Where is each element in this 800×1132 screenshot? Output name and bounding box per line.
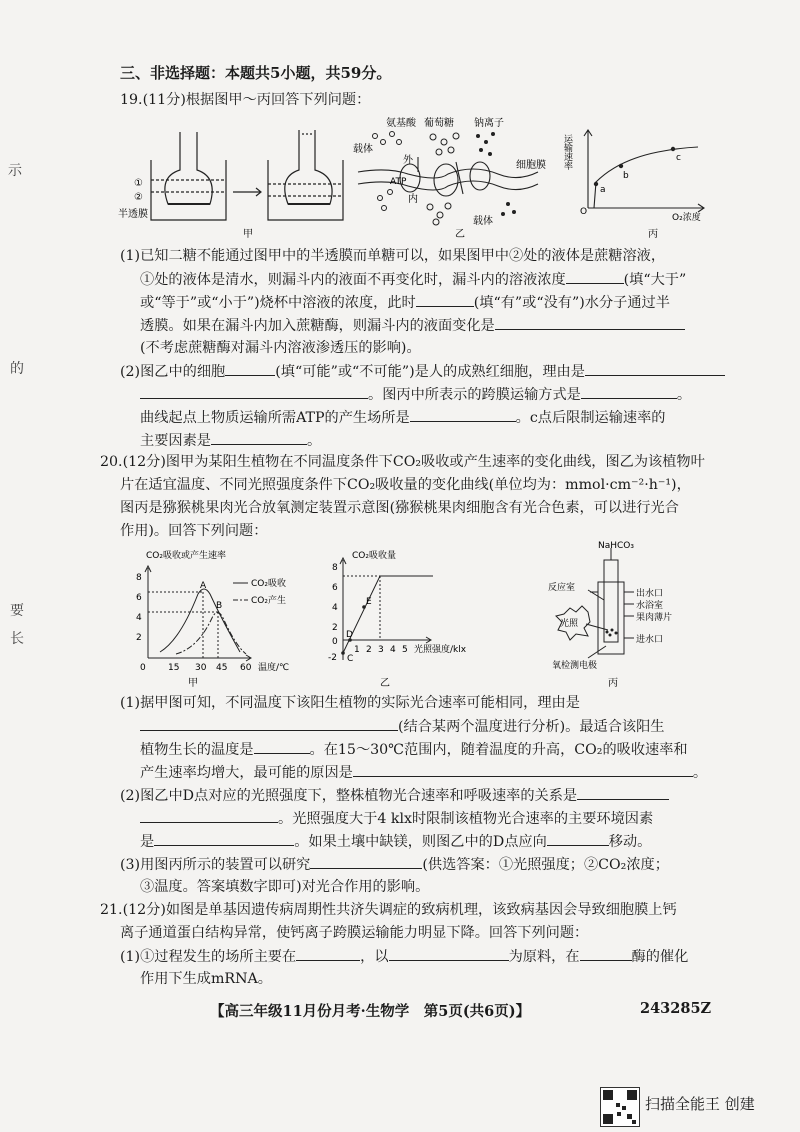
q19-figure-jia: [151, 130, 343, 220]
answer-blank[interactable]: [140, 384, 368, 399]
svg-text:5: 5: [402, 645, 408, 655]
q20-figure-jia: [145, 566, 251, 661]
bing-origin: O: [580, 207, 588, 217]
bing-ylabel: 运输速率: [562, 134, 572, 170]
q19-figure-yi: [358, 157, 538, 196]
yi-xlabel: 光照强度/klx: [414, 645, 467, 655]
answer-blank[interactable]: [310, 854, 422, 869]
svg-text:-2: -2: [328, 653, 337, 663]
jia-legend-2: CO₂产生: [251, 596, 286, 606]
footer-title: 【高三年级11月份月考·生物学 第5页(共6页)】: [210, 1003, 531, 1020]
yi-sodium-label: 钠离子: [474, 118, 504, 129]
jia-mark-2: ②: [134, 192, 143, 203]
q19-p2-line3: 曲线起点上物质运输所需ATP的产生场所是 。c点后限制运输速率的: [140, 407, 666, 428]
q20-p2-line2: 。光照强度大于4 klx时限制该植物光合速率的主要环境因素: [140, 808, 653, 829]
yi-membrane-label: 细胞膜: [516, 160, 546, 171]
answer-blank[interactable]: [140, 716, 398, 731]
q21-p1-line2: 作用下生成mRNA。: [140, 971, 272, 987]
svg-text:30: 30: [195, 663, 207, 673]
yi-point-c: C: [347, 654, 354, 664]
bing-reagent: NaHCO₃: [598, 541, 634, 551]
q19-p1-line2: ①处的液体是清水，则漏斗内的液面不再变化时，漏斗内的溶液浓度 (填“大于”: [140, 269, 686, 290]
q20-p1-line3: 植物生长的温度是 。在15～30℃范围内，随着温度的升高，CO₂的吸收速率和: [140, 739, 688, 760]
answer-blank[interactable]: [211, 430, 307, 445]
margin-mark: 示: [8, 163, 22, 179]
scanner-watermark: 扫描全能王 创建: [645, 1095, 755, 1113]
svg-text:6: 6: [332, 583, 338, 593]
answer-blank[interactable]: [154, 831, 294, 846]
answer-blank[interactable]: [254, 739, 310, 754]
bing-reaction: 反应室: [548, 583, 576, 593]
q20-p2-line1: (2)图乙中D点对应的光照强度下，整株植物光合速率和呼吸速率的关系是: [120, 785, 669, 806]
answer-blank[interactable]: [296, 946, 360, 961]
answer-blank[interactable]: [353, 762, 693, 777]
svg-text:3: 3: [378, 645, 384, 655]
bing-point-a: a: [600, 185, 606, 195]
answer-blank[interactable]: [389, 946, 509, 961]
margin-mark: 的: [10, 361, 24, 377]
yi-atp-label: ATP: [390, 177, 407, 187]
answer-blank[interactable]: [495, 315, 685, 330]
bing-bath: 水浴室: [636, 601, 664, 611]
answer-blank[interactable]: [547, 831, 609, 846]
q20-p3-line1: (3)用图丙所示的装置可以研究 (供选答案：①光照强度；②CO₂浓度；: [120, 854, 669, 875]
svg-text:6: 6: [136, 593, 142, 603]
bing-outlet: 出水口: [636, 589, 664, 599]
bing-electrode: 氧检测电极: [552, 661, 598, 671]
answer-blank[interactable]: [577, 785, 669, 800]
q20-head-line3: 图丙是猕猴桃果肉光合放氧测定装置示意图(猕猴桃果肉细胞含有光合色素，可以进行光合: [120, 500, 679, 516]
q19-p2-line4: 主要因素是 。: [140, 430, 321, 451]
q21-p1-line1: (1)①过程发生的场所主要在 ，以 为原料，在 酶的催化: [120, 946, 688, 967]
bing-point-b: b: [623, 171, 629, 181]
svg-text:2: 2: [136, 633, 142, 643]
q20-p1-line2: (结合某两个温度进行分析)。最适合该阳生: [140, 716, 664, 737]
section-title: 三、非选择题：本题共5小题，共59分。: [120, 64, 392, 82]
jia-membrane-label: 半透膜: [118, 209, 148, 220]
svg-text:8: 8: [332, 563, 338, 573]
yi-caption: 乙: [455, 229, 465, 240]
q20-figures: [118, 540, 678, 690]
q19-head: 19.(11分)根据图甲～丙回答下列问题：: [120, 92, 371, 108]
yi-caption: 乙: [380, 678, 390, 689]
q19-figure-bing: [584, 130, 704, 212]
q19-p1-line1: (1)已知二糖不能通过图甲中的半透膜而单糖可以，如果图甲中②处的液体是蔗糖溶液，: [120, 248, 666, 264]
svg-text:15: 15: [168, 663, 180, 673]
svg-text:45: 45: [216, 663, 228, 673]
answer-blank[interactable]: [585, 361, 725, 376]
jia-ylabel: CO₂吸收或产生速率: [146, 551, 226, 561]
yi-point-e: E: [366, 597, 372, 607]
jia-legend-1: CO₂吸收: [251, 579, 286, 589]
q20-p3-line2: ③温度。答案填数字即可)对光合作用的影响。: [140, 879, 430, 895]
bing-caption: 丙: [608, 678, 618, 689]
svg-text:2: 2: [332, 623, 338, 633]
yi-carrier-label: 载体: [353, 144, 373, 155]
footer-code: 243285Z: [640, 1000, 712, 1017]
margin-mark: 长: [10, 631, 24, 647]
svg-text:1: 1: [354, 645, 360, 655]
answer-blank[interactable]: [225, 361, 275, 376]
q21-head-line2: 离子通道蛋白结构异常，使钙离子跨膜运输能力明显下降。回答下列问题：: [120, 925, 589, 941]
q19-p1-line4: 透膜。如果在漏斗内加入蔗糖酶，则漏斗内的液面变化是: [140, 315, 685, 336]
yi-ylabel: CO₂吸收量: [352, 551, 396, 561]
svg-text:60: 60: [240, 663, 252, 673]
answer-blank[interactable]: [416, 292, 474, 307]
yi-outside-label: 外: [403, 155, 413, 166]
q19-p2-line1: (2)图乙中的细胞 (填“可能”或“不可能”)是人的成熟红细胞，理由是: [120, 361, 725, 382]
q20-head-line4: 作用)。回答下列问题：: [120, 523, 268, 539]
q20-figure-bing: [556, 548, 634, 658]
answer-blank[interactable]: [581, 384, 677, 399]
jia-point-b: B: [216, 601, 223, 611]
svg-text:2: 2: [366, 645, 372, 655]
answer-blank[interactable]: [410, 407, 516, 422]
bing-caption: 丙: [648, 229, 658, 240]
bing-xlabel: O₂浓度: [672, 213, 701, 223]
jia-point-a: A: [200, 581, 207, 591]
svg-text:4: 4: [136, 613, 142, 623]
q20-p1-line1: (1)据甲图可知，不同温度下该阳生植物的实际光合速率可能相同，理由是: [120, 695, 580, 711]
answer-blank[interactable]: [580, 946, 632, 961]
bing-slice: 果肉薄片: [636, 613, 673, 623]
jia-xlabel: 温度/℃: [258, 663, 290, 673]
answer-blank[interactable]: [566, 269, 624, 284]
q19-p1-line3: 或“等于”或“小于”)烧杯中溶液的浓度，此时 (填“有”或“没有”)水分子通过半: [140, 292, 670, 313]
svg-text:4: 4: [390, 645, 396, 655]
q20-head-line2: 片在适宜温度、不同光照强度条件下CO₂吸收量的变化曲线(单位均为：mmol·cm⁻²·h⁻¹)，: [120, 477, 691, 493]
yi-point-d: D: [346, 630, 353, 640]
svg-text:8: 8: [136, 573, 142, 583]
q20-p2-line3: 是 。如果土壤中缺镁，则图乙中的D点应向 移动。: [140, 831, 651, 852]
bing-point-c: c: [676, 153, 681, 163]
yi-carrier2-label: 载体: [473, 216, 493, 227]
q19-figures: [118, 112, 718, 242]
jia-caption: 甲: [188, 678, 198, 689]
svg-text:4: 4: [332, 603, 338, 613]
q20-p1-line4: 产生速率均增大，最可能的原因是 。: [140, 762, 707, 783]
yi-glucose-label: 葡萄糖: [424, 118, 454, 129]
qr-code-icon: [600, 1087, 640, 1127]
q19-p2-line2: 。图丙中所表示的跨膜运输方式是 。: [140, 384, 691, 405]
bing-light: 光照: [560, 619, 579, 629]
jia-mark-1: ①: [134, 178, 143, 189]
q19-p1-line5: (不考虑蔗糖酶对漏斗内溶液渗透压的影响)。: [140, 340, 421, 356]
q21-head-line1: 21.(12分)如图是单基因遗传病周期性共济失调症的致病机理，该致病基因会导致细胞膜上钙: [100, 902, 677, 918]
bing-inlet: 进水口: [636, 635, 664, 645]
answer-blank[interactable]: [140, 808, 278, 823]
yi-inside-label: 内: [408, 194, 418, 205]
margin-mark: 要: [10, 603, 24, 619]
yi-amino-label: 氨基酸: [386, 118, 416, 129]
jia-origin: 0: [140, 663, 146, 673]
q20-head-line1: 20.(12分)图甲为某阳生植物在不同温度条件下CO₂吸收或产生速率的变化曲线，图乙为该植物叶: [100, 454, 705, 470]
svg-text:0: 0: [332, 637, 338, 647]
jia-caption: 甲: [243, 229, 253, 240]
